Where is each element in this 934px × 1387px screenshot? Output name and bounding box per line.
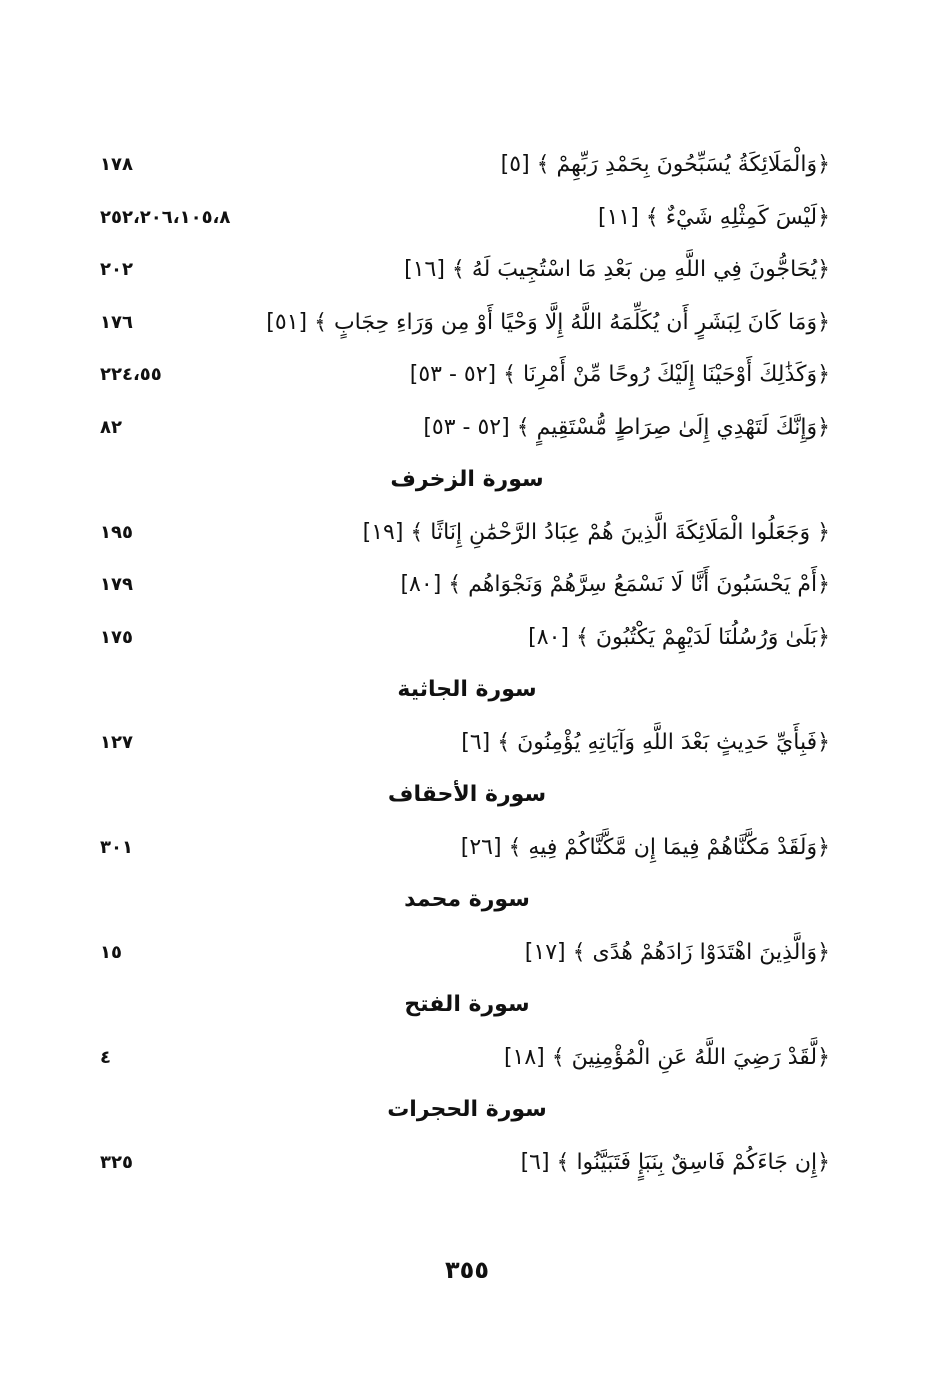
verse-entry [100,565,830,605]
page-reference: ٢٠٢ [100,259,133,280]
verse-entry [100,1038,830,1078]
surah-heading: سورة الأحقاف [387,782,547,807]
verse-entry [100,355,830,395]
verse-text: ﴿وَلَقَدْ مَكَّنَّاهُمْ فِيمَا إِن مَّكَّنَّاكُمْ فِيهِ ﴾ [٢٦] [460,835,830,860]
verse-entry [100,618,830,658]
page-reference: ١٩٥ [100,522,133,543]
verse-entry [100,828,830,868]
verse-entry [100,250,830,290]
verse-text: ﴿بَلَىٰ وَرُسُلُنَا لَدَيْهِمْ يَكْتُبُونَ ﴾ [٨٠] [528,625,830,650]
verse-entry [100,408,830,448]
verse-text: ﴿إِن جَاءَكُمْ فَاسِقٌ بِنَبَإٍ فَتَبَيَّنُوا ﴾ [٦] [520,1150,830,1175]
page-reference: ٢٥٢،٢٠٦،١٠٥،٨ [100,207,231,228]
verse-text: ﴿وَكَذَٰلِكَ أَوْحَيْنَا إِلَيْكَ رُوحًا مِّنْ أَمْرِنَا ﴾ [٥٢ - ٥٣] [409,362,830,387]
verse-entry [100,933,830,973]
verse-text: ﴿وَالَّذِينَ اهْتَدَوْا زَادَهُمْ هُدًى ﴾ [١٧] [524,940,830,965]
surah-heading: سورة الفتح [404,992,530,1017]
page-reference: ٤ [100,1047,111,1068]
page-reference: ١٢٧ [100,732,133,753]
page-reference: ١٧٦ [100,312,133,333]
page-reference: ٣٢٥ [100,1152,133,1173]
verse-entry [100,723,830,763]
verse-entry [100,145,830,185]
page-reference: ١٧٨ [100,154,133,175]
page-reference: ٢٢٤،٥٥ [100,364,162,385]
page-reference: ٣٠١ [100,837,133,858]
verse-text: ﴿وَمَا كَانَ لِبَشَرٍ أَن يُكَلِّمَهُ اللَّهُ إِلَّا وَحْيًا أَوْ مِن وَرَاءِ حِجَابٍ ﴾ [٥١] [266,310,830,335]
page-number: ٣٥٥ [445,1256,489,1284]
verse-entry [100,198,830,238]
page-reference: ١٧٥ [100,627,133,648]
verse-text: ﴿فَبِأَيِّ حَدِيثٍ بَعْدَ اللَّهِ وَآيَاتِهِ يُؤْمِنُونَ ﴾ [٦] [461,730,830,755]
verse-text: ﴿ وَجَعَلُوا الْمَلَائِكَةَ الَّذِينَ هُمْ عِبَادُ الرَّحْمَٰنِ إِنَاثًا ﴾ [١٩] [362,520,830,545]
verse-text: ﴿لَّقَدْ رَضِيَ اللَّهُ عَنِ الْمُؤْمِنِينَ ﴾ [١٨] [503,1045,830,1070]
surah-heading: سورة الجاثية [397,677,537,702]
verse-entry [100,513,830,553]
verse-text: ﴿يُحَاجُّونَ فِي اللَّهِ مِن بَعْدِ مَا اسْتُجِيبَ لَهُ ﴾ [١٦] [404,257,830,282]
page-reference: ١٧٩ [100,574,133,595]
page-reference: ٨٢ [100,417,122,438]
surah-heading: سورة الحجرات [387,1097,547,1122]
page-reference: ١٥ [100,942,122,963]
verse-text: ﴿لَيْسَ كَمِثْلِهِ شَيْءٌ ﴾ [١١] [598,205,830,230]
surah-heading: سورة محمد [404,887,530,912]
verse-entry [100,303,830,343]
verse-text: ﴿وَإِنَّكَ لَتَهْدِي إِلَىٰ صِرَاطٍ مُّسْتَقِيمٍ ﴾ [٥٢ - ٥٣] [423,415,830,440]
verse-text: ﴿أَمْ يَحْسَبُونَ أَنَّا لَا نَسْمَعُ سِرَّهُمْ وَنَجْوَاهُم ﴾ [٨٠] [400,572,830,597]
verse-entry [100,1143,830,1183]
verse-text: ﴿وَالْمَلَائِكَةُ يُسَبِّحُونَ بِحَمْدِ رَبِّهِمْ ﴾ [٥] [500,152,830,177]
surah-heading: سورة الزخرف [390,467,544,492]
